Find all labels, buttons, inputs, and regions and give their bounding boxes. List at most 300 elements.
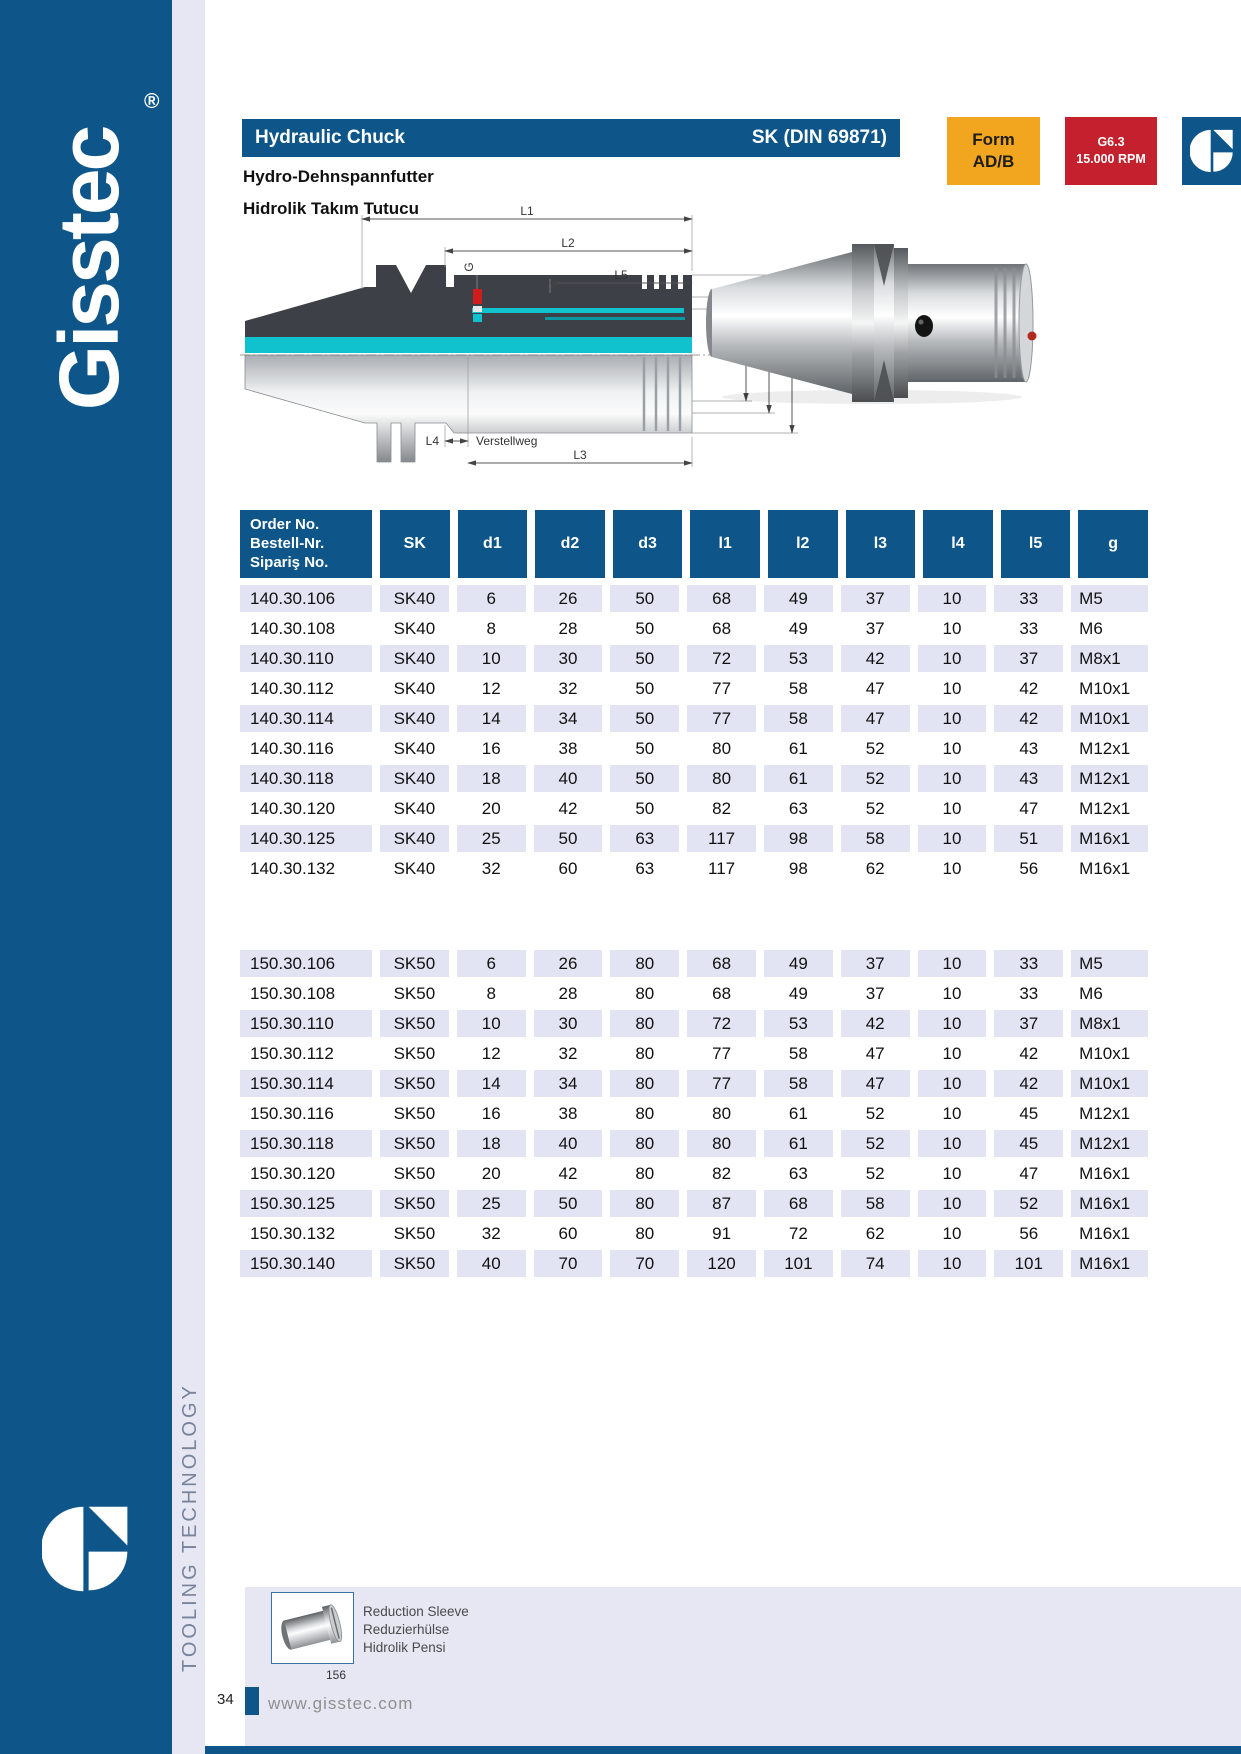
- value-cell: M12x1: [1079, 798, 1131, 818]
- value-cell: 37: [994, 1010, 1063, 1037]
- spec-table-body: [240, 585, 1148, 1277]
- value-cell: 50: [610, 585, 679, 612]
- order-header-line: Sipariş No.: [250, 554, 329, 571]
- value-cell: 10: [942, 858, 962, 878]
- value-cell: 47: [1019, 798, 1039, 818]
- table-row: [240, 1010, 1148, 1037]
- value-cell: 80: [687, 1130, 756, 1157]
- value-cell: 77: [687, 1070, 756, 1097]
- value-cell: 56: [1019, 858, 1039, 878]
- table-row: [240, 615, 1148, 642]
- value-cell: 42: [558, 1163, 578, 1183]
- sidebar: [0, 0, 172, 1754]
- value-cell: 60: [558, 1223, 578, 1243]
- value-cell: 58: [841, 825, 910, 852]
- speed-badge: [1065, 117, 1157, 185]
- value-cell: 61: [764, 765, 833, 792]
- order-no-cell: 140.30.125: [240, 825, 372, 852]
- value-cell: 50: [635, 618, 655, 638]
- dim-label-l3: L3: [573, 448, 587, 462]
- value-cell: 68: [764, 1190, 833, 1217]
- value-cell: 62: [865, 1223, 885, 1243]
- value-cell: 52: [865, 1103, 885, 1123]
- value-cell: 10: [457, 1010, 526, 1037]
- value-cell: 51: [994, 825, 1063, 852]
- value-cell: 26: [534, 950, 603, 977]
- table-row: [240, 1190, 1148, 1217]
- value-cell: SK50: [393, 983, 436, 1003]
- value-cell: M16x1: [1071, 825, 1148, 852]
- value-cell: 52: [865, 738, 885, 758]
- form-badge-line1: Form: [972, 130, 1015, 149]
- value-cell: 10: [942, 678, 962, 698]
- value-cell: 91: [712, 1223, 732, 1243]
- value-cell: 12: [481, 1043, 501, 1063]
- registered-mark: ®: [144, 90, 160, 113]
- order-no-cell: 150.30.108: [250, 983, 336, 1003]
- value-cell: 80: [712, 1103, 732, 1123]
- value-cell: 68: [687, 585, 756, 612]
- value-cell: 43: [994, 765, 1063, 792]
- table-row: [240, 1100, 1148, 1127]
- accessory-label-en: Reduction Sleeve: [363, 1604, 469, 1619]
- gisstec-logo-icon: [1190, 129, 1234, 173]
- order-header-cell: [240, 510, 372, 578]
- value-cell: 63: [788, 1163, 808, 1183]
- value-cell: 52: [865, 798, 885, 818]
- table-row: [240, 825, 1148, 852]
- brand-logo-text: Gisstec: [42, 127, 136, 411]
- table-row: [240, 1040, 1148, 1067]
- value-cell: 25: [457, 825, 526, 852]
- value-cell: SK50: [380, 1190, 449, 1217]
- table-row: [240, 980, 1148, 1007]
- accessory-label-tr: Hidrolik Pensi: [363, 1640, 446, 1655]
- value-cell: M6: [1079, 618, 1103, 638]
- value-cell: SK40: [393, 798, 436, 818]
- value-cell: 10: [942, 983, 962, 1003]
- value-cell: SK50: [380, 1250, 449, 1277]
- value-cell: 33: [994, 585, 1063, 612]
- value-cell: 10: [918, 1070, 987, 1097]
- order-no-cell: 140.30.132: [250, 858, 336, 878]
- value-cell: 20: [481, 1163, 501, 1183]
- value-cell: 26: [534, 585, 603, 612]
- value-cell: 6: [457, 585, 526, 612]
- table-row: [240, 1130, 1148, 1157]
- value-cell: 10: [918, 1250, 987, 1277]
- value-cell: 37: [865, 983, 885, 1003]
- value-cell: SK40: [393, 738, 436, 758]
- value-cell: M12x1: [1071, 1130, 1148, 1157]
- value-cell: 117: [687, 825, 756, 852]
- table-row: [240, 705, 1148, 732]
- order-header-line: Order No.: [250, 516, 320, 533]
- value-cell: 45: [1019, 1103, 1039, 1123]
- value-cell: 80: [712, 738, 732, 758]
- value-cell: 56: [1019, 1223, 1039, 1243]
- column-header-d2: d2: [535, 510, 605, 578]
- value-cell: 50: [534, 825, 603, 852]
- value-cell: 80: [635, 983, 655, 1003]
- table-group-1: [240, 950, 1148, 1277]
- value-cell: M16x1: [1079, 858, 1131, 878]
- value-cell: 47: [841, 705, 910, 732]
- value-cell: M12x1: [1071, 765, 1148, 792]
- value-cell: M16x1: [1071, 1250, 1148, 1277]
- value-cell: 37: [865, 618, 885, 638]
- value-cell: 33: [1019, 618, 1039, 638]
- value-cell: SK50: [393, 1163, 436, 1183]
- column-header-d3: d3: [613, 510, 683, 578]
- column-header-l2: l2: [768, 510, 838, 578]
- table-row: [240, 675, 1148, 702]
- value-cell: 117: [708, 858, 736, 878]
- value-cell: 47: [1019, 1163, 1039, 1183]
- value-cell: 33: [1019, 983, 1039, 1003]
- value-cell: 33: [994, 950, 1063, 977]
- value-cell: 40: [457, 1250, 526, 1277]
- value-cell: 50: [635, 678, 655, 698]
- value-cell: 50: [635, 738, 655, 758]
- dim-label-l4: L4: [425, 434, 439, 448]
- value-cell: SK50: [380, 1130, 449, 1157]
- value-cell: 30: [534, 645, 603, 672]
- value-cell: M6: [1079, 983, 1103, 1003]
- value-cell: 87: [687, 1190, 756, 1217]
- value-cell: 8: [486, 618, 496, 638]
- value-cell: 34: [534, 1070, 603, 1097]
- order-no-cell: 140.30.120: [250, 798, 336, 818]
- value-cell: 30: [534, 1010, 603, 1037]
- value-cell: M10x1: [1079, 1043, 1131, 1063]
- value-cell: 10: [457, 645, 526, 672]
- value-cell: 42: [841, 645, 910, 672]
- dim-label-l2: L2: [561, 236, 575, 250]
- value-cell: 10: [942, 738, 962, 758]
- column-header-l5: l5: [1001, 510, 1071, 578]
- value-cell: 12: [481, 678, 501, 698]
- value-cell: 80: [610, 950, 679, 977]
- dim-label-verstellweg: Verstellweg: [476, 434, 538, 448]
- order-no-cell: 140.30.116: [250, 738, 334, 758]
- accessory-labels: [363, 1603, 469, 1657]
- value-cell: SK40: [380, 825, 449, 852]
- value-cell: 80: [610, 1070, 679, 1097]
- value-cell: 8: [486, 983, 496, 1003]
- subtitle-german: Hydro-Dehnspannfutter: [243, 167, 434, 186]
- value-cell: 10: [918, 1010, 987, 1037]
- value-cell: 10: [942, 798, 962, 818]
- value-cell: 52: [994, 1190, 1063, 1217]
- value-cell: 42: [558, 798, 578, 818]
- chuck-photo: [700, 238, 1050, 408]
- table-row: [240, 855, 1148, 882]
- value-cell: 40: [534, 1130, 603, 1157]
- value-cell: 47: [841, 1070, 910, 1097]
- value-cell: 49: [764, 950, 833, 977]
- value-cell: 47: [865, 1043, 885, 1063]
- order-no-cell: 140.30.118: [240, 765, 372, 792]
- value-cell: M5: [1071, 950, 1148, 977]
- order-no-cell: 150.30.120: [250, 1163, 336, 1183]
- value-cell: SK40: [380, 765, 449, 792]
- value-cell: 10: [918, 1190, 987, 1217]
- value-cell: 68: [712, 618, 732, 638]
- spec-table: [240, 510, 1148, 1280]
- value-cell: M12x1: [1079, 1103, 1131, 1123]
- value-cell: 43: [1019, 738, 1039, 758]
- value-cell: 120: [687, 1250, 756, 1277]
- value-cell: M8x1: [1071, 1010, 1148, 1037]
- value-cell: 16: [481, 1103, 501, 1123]
- value-cell: 80: [635, 1163, 655, 1183]
- value-cell: M10x1: [1071, 1070, 1148, 1097]
- value-cell: M10x1: [1071, 705, 1148, 732]
- tooling-technology-label: TOOLING TECHNOLOGY: [179, 1383, 201, 1672]
- value-cell: 50: [635, 798, 655, 818]
- order-no-cell: 150.30.125: [240, 1190, 372, 1217]
- value-cell: 72: [687, 1010, 756, 1037]
- value-cell: M10x1: [1079, 678, 1131, 698]
- table-header-row: [240, 510, 1148, 578]
- column-header-sk: SK: [380, 510, 450, 578]
- logo-badge: [1182, 117, 1241, 185]
- order-no-cell: 140.30.112: [250, 678, 334, 698]
- column-header-l3: l3: [846, 510, 916, 578]
- table-row: [240, 585, 1148, 612]
- value-cell: 34: [534, 705, 603, 732]
- value-cell: 70: [610, 1250, 679, 1277]
- title-bar: [242, 119, 900, 157]
- dim-label-l1: L1: [520, 205, 534, 218]
- value-cell: 10: [918, 765, 987, 792]
- value-cell: SK50: [393, 1043, 436, 1063]
- order-no-cell: 140.30.114: [240, 705, 372, 732]
- order-no-cell: 150.30.112: [250, 1043, 334, 1063]
- value-cell: 32: [558, 678, 578, 698]
- order-no-cell: 140.30.110: [240, 645, 372, 672]
- order-no-cell: 150.30.106: [240, 950, 372, 977]
- value-cell: 58: [841, 1190, 910, 1217]
- value-cell: 72: [687, 645, 756, 672]
- value-cell: 10: [918, 950, 987, 977]
- value-cell: SK40: [380, 705, 449, 732]
- value-cell: 42: [841, 1010, 910, 1037]
- value-cell: 49: [764, 585, 833, 612]
- value-cell: 10: [918, 585, 987, 612]
- table-row: [240, 1220, 1148, 1247]
- value-cell: 60: [558, 858, 578, 878]
- value-cell: 49: [788, 618, 808, 638]
- order-header-line: Bestell-Nr.: [250, 535, 325, 552]
- value-cell: 10: [918, 705, 987, 732]
- value-cell: 16: [481, 738, 501, 758]
- value-cell: M16x1: [1079, 1163, 1131, 1183]
- table-row: [240, 765, 1148, 792]
- value-cell: 77: [712, 1043, 732, 1063]
- value-cell: 10: [918, 825, 987, 852]
- value-cell: 58: [788, 1043, 808, 1063]
- value-cell: 63: [610, 825, 679, 852]
- value-cell: 63: [635, 858, 655, 878]
- order-no-cell: 150.30.118: [240, 1130, 372, 1157]
- value-cell: 38: [558, 738, 578, 758]
- subtitle-turkish: Hidrolik Takım Tutucu: [243, 199, 419, 218]
- value-cell: M12x1: [1079, 738, 1131, 758]
- value-cell: 42: [994, 705, 1063, 732]
- page-title: Hydraulic Chuck: [255, 127, 405, 148]
- value-cell: 80: [610, 1130, 679, 1157]
- value-cell: 10: [918, 1130, 987, 1157]
- value-cell: 52: [841, 1130, 910, 1157]
- value-cell: SK40: [393, 858, 436, 878]
- order-no-cell: 140.30.108: [250, 618, 336, 638]
- value-cell: 70: [534, 1250, 603, 1277]
- value-cell: SK50: [393, 1103, 436, 1123]
- form-badge-line2: AD/B: [972, 152, 1015, 171]
- table-row: [240, 795, 1148, 822]
- sleeve-photo: [272, 1593, 353, 1663]
- value-cell: 82: [712, 1163, 732, 1183]
- column-header-l4: l4: [923, 510, 993, 578]
- dim-label-l5: L5: [614, 268, 628, 282]
- value-cell: 52: [865, 1163, 885, 1183]
- value-cell: SK40: [380, 645, 449, 672]
- value-cell: 42: [1019, 678, 1039, 698]
- value-cell: 72: [788, 1223, 808, 1243]
- value-cell: 58: [764, 1070, 833, 1097]
- value-cell: 18: [457, 1130, 526, 1157]
- table-row: [240, 1160, 1148, 1187]
- value-cell: 77: [712, 678, 732, 698]
- speed-badge-line1: G6.3: [1097, 135, 1125, 149]
- value-cell: 80: [687, 765, 756, 792]
- value-cell: 42: [1019, 1043, 1039, 1063]
- value-cell: 10: [942, 1163, 962, 1183]
- value-cell: 101: [994, 1250, 1063, 1277]
- value-cell: 47: [865, 678, 885, 698]
- accessory-page-ref: 156: [326, 1668, 347, 1682]
- speed-badge-line2: 15.000 RPM: [1076, 152, 1146, 166]
- accessory-label-de: Reduzierhülse: [363, 1622, 450, 1637]
- value-cell: 62: [865, 858, 885, 878]
- value-cell: 52: [841, 765, 910, 792]
- value-cell: 10: [942, 1043, 962, 1063]
- value-cell: SK50: [380, 1010, 449, 1037]
- value-cell: 38: [558, 1103, 578, 1123]
- value-cell: 53: [764, 1010, 833, 1037]
- value-cell: 10: [918, 645, 987, 672]
- bottom-bar: [205, 1746, 1241, 1754]
- value-cell: 68: [712, 983, 732, 1003]
- value-cell: 10: [942, 1103, 962, 1123]
- value-cell: 80: [635, 1103, 655, 1123]
- value-cell: 42: [994, 1070, 1063, 1097]
- value-cell: M16x1: [1079, 1223, 1131, 1243]
- table-row: [240, 950, 1148, 977]
- value-cell: 14: [457, 705, 526, 732]
- value-cell: 28: [558, 618, 578, 638]
- table-row: [240, 735, 1148, 762]
- value-cell: 74: [841, 1250, 910, 1277]
- value-cell: 10: [942, 618, 962, 638]
- value-cell: 101: [764, 1250, 833, 1277]
- table-row: [240, 1070, 1148, 1097]
- value-cell: 80: [610, 1010, 679, 1037]
- value-cell: 68: [687, 950, 756, 977]
- gisstec-logo-icon: [42, 1505, 130, 1593]
- value-cell: 37: [994, 645, 1063, 672]
- page-number: 34: [217, 1691, 234, 1708]
- table-group-0: [240, 585, 1148, 882]
- value-cell: 37: [841, 950, 910, 977]
- value-cell: 28: [558, 983, 578, 1003]
- sleeve-image-box: [271, 1592, 354, 1664]
- value-cell: 58: [788, 678, 808, 698]
- website-url: www.gisstec.com: [268, 1694, 414, 1713]
- value-cell: 77: [687, 705, 756, 732]
- value-cell: 98: [764, 825, 833, 852]
- value-cell: 45: [994, 1130, 1063, 1157]
- standard-label: SK (DIN 69871): [751, 127, 887, 148]
- table-row: [240, 645, 1148, 672]
- column-header-d1: d1: [458, 510, 528, 578]
- value-cell: M8x1: [1071, 645, 1148, 672]
- value-cell: 32: [481, 1223, 501, 1243]
- value-cell: M16x1: [1071, 1190, 1148, 1217]
- value-cell: 53: [764, 645, 833, 672]
- value-cell: 18: [457, 765, 526, 792]
- value-cell: 61: [788, 1103, 808, 1123]
- form-badge: [947, 117, 1040, 185]
- value-cell: 50: [534, 1190, 603, 1217]
- order-no-cell: 150.30.116: [250, 1103, 334, 1123]
- value-cell: SK40: [393, 618, 436, 638]
- value-cell: 80: [635, 1223, 655, 1243]
- value-cell: 61: [764, 1130, 833, 1157]
- value-cell: 32: [481, 858, 501, 878]
- value-cell: SK40: [380, 585, 449, 612]
- column-header-l1: l1: [690, 510, 760, 578]
- value-cell: SK50: [393, 1223, 436, 1243]
- value-cell: 20: [481, 798, 501, 818]
- value-cell: 50: [610, 645, 679, 672]
- value-cell: SK40: [393, 678, 436, 698]
- value-cell: 58: [764, 705, 833, 732]
- value-cell: M5: [1071, 585, 1148, 612]
- column-header-g: g: [1078, 510, 1148, 578]
- value-cell: 63: [788, 798, 808, 818]
- value-cell: 80: [635, 1043, 655, 1063]
- table-row: [240, 1250, 1148, 1277]
- order-no-cell: 150.30.140: [240, 1250, 372, 1277]
- value-cell: 61: [788, 738, 808, 758]
- value-cell: 82: [712, 798, 732, 818]
- value-cell: 6: [457, 950, 526, 977]
- value-cell: 25: [457, 1190, 526, 1217]
- order-no-cell: 150.30.132: [250, 1223, 336, 1243]
- value-cell: 49: [788, 983, 808, 1003]
- value-cell: 80: [610, 1190, 679, 1217]
- value-cell: 50: [610, 765, 679, 792]
- value-cell: 50: [610, 705, 679, 732]
- footer-logo-square: [245, 1687, 259, 1715]
- value-cell: 32: [558, 1043, 578, 1063]
- value-cell: 14: [457, 1070, 526, 1097]
- value-cell: 98: [788, 858, 808, 878]
- value-cell: SK50: [380, 1070, 449, 1097]
